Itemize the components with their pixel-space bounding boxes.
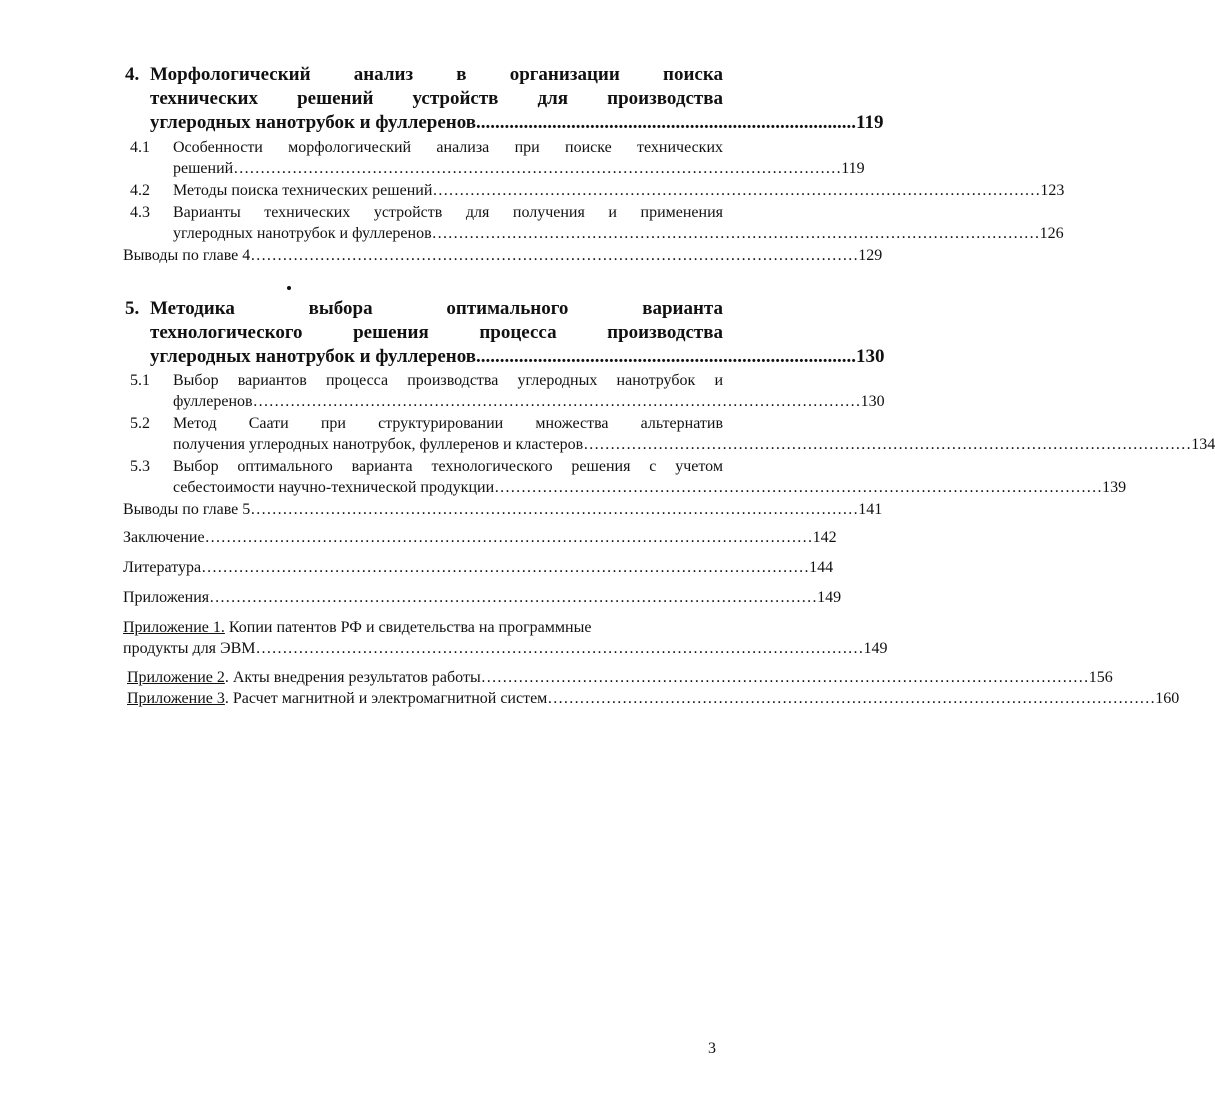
appendix-3-text: . Расчет магнитной и электромагнитной систем	[224, 690, 548, 707]
chapter-5-conclusions: Выводы по главе 5 …………………………………………………………………………………………………… 141	[123, 501, 883, 518]
toc-appendices: Приложения …………………………………………………………………………………………………… 149	[123, 589, 842, 606]
appendix-1-title: Приложение 1.	[123, 619, 225, 636]
toc-item-5-3: 5.3 Выбор оптимального варианта технологического решения с учетом себестоимости научно-технической продукции …………………………………………………………………………………………………… 139	[130, 458, 1127, 496]
chapter-5-heading: 5. Методика выбора оптимального варианта технологического решения процесса производства углеродных нанотрубок и фуллеренов ................................................................................ 130	[125, 298, 885, 367]
toc-appendix-3: Приложение 3. Расчет магнитной и электромагнитной систем …………………………………………………………………………………………………… 160	[127, 690, 1180, 707]
toc-item-page: 160	[1155, 690, 1180, 707]
toc-item-title: Выбор вариантов процесса производства углеродных нанотрубок и	[173, 372, 723, 389]
toc-item-number: 4.1	[130, 139, 150, 156]
toc-item-title: Выводы по главе 4	[123, 247, 251, 264]
toc-item-title: Особенности морфологический анализа при поиске технических	[173, 139, 723, 156]
toc-item-page: 141	[858, 501, 883, 518]
toc-item-number: 5.2	[130, 415, 150, 432]
scan-speck	[287, 286, 291, 290]
chapter-5-title-line3: углеродных нанотрубок и фуллеренов	[150, 346, 477, 367]
toc-item-5-1: 5.1 Выбор вариантов процесса производства углеродных нанотрубок и фуллеренов …………………………………………………………………………………………………… 130	[130, 372, 885, 410]
chapter-5-page: 130	[856, 346, 885, 367]
chapter-4-title-line1: Морфологический анализ в организации поиска	[150, 64, 723, 85]
toc-item-title: Методы поиска технических решений	[173, 182, 433, 199]
toc-item-page: 149	[817, 589, 842, 606]
toc-item-title-cont: себестоимости научно-технической продукции	[173, 479, 495, 496]
toc-item-number: 5.1	[130, 372, 150, 389]
toc-item-title-cont: углеродных нанотрубок и фуллеренов	[173, 225, 432, 242]
toc-item-title-cont: получения углеродных нанотрубок, фуллеренов и кластеров	[173, 436, 584, 453]
toc-item-4-3: 4.3 Варианты технических устройств для получения и применения углеродных нанотрубок и фуллеренов …………………………………………………………………………………………………… 126	[130, 204, 1064, 242]
toc-item-4-1: 4.1 Особенности морфологический анализа при поиске технических решений …………………………………………………………………………………………………… 119	[130, 139, 865, 177]
toc-item-page: 149	[863, 640, 888, 657]
toc-item-number: 4.3	[130, 204, 150, 221]
appendix-1-text: Копии патентов РФ и свидетельства на программные	[224, 619, 592, 636]
toc-item-page: 139	[1102, 479, 1127, 496]
chapter-4-number: 4.	[125, 64, 140, 85]
chapter-4-title-line3: углеродных нанотрубок и фуллеренов	[150, 112, 477, 133]
appendix-1-text-cont: продукты для ЭВМ	[123, 640, 256, 657]
toc-item-page: 156	[1088, 669, 1113, 686]
toc-conclusion: Заключение …………………………………………………………………………………………………… 142	[123, 529, 837, 546]
chapter-5-title-line2: технологического решения процесса производства	[150, 322, 723, 343]
toc-item-page: 123	[1040, 182, 1065, 199]
toc-item-title: Приложения	[123, 589, 210, 606]
toc-item-page: 134	[1191, 436, 1215, 453]
toc-appendix-2: Приложение 2. Акты внедрения результатов работы …………………………………………………………………………………………………… 156	[127, 669, 1113, 686]
toc-item-page: 142	[812, 529, 837, 546]
toc-literature: Литература …………………………………………………………………………………………………… 144	[123, 559, 834, 576]
toc-item-page: 129	[858, 247, 883, 264]
chapter-4-heading: 4. Морфологический анализ в организации поиска технических решений устройств для производства углеродных нанотрубок и фуллеренов ................................................................................ 119	[125, 64, 884, 133]
appendix-3-title: Приложение 3	[127, 690, 225, 707]
toc-item-title: Выводы по главе 5	[123, 501, 251, 518]
toc-item-title: Метод Саати при структурировании множества альтернатив	[173, 415, 723, 432]
toc-item-page: 144	[809, 559, 834, 576]
toc-item-title: Варианты технических устройств для получения и применения	[173, 204, 723, 221]
toc-item-title-cont: решений	[173, 160, 234, 177]
appendix-2-title: Приложение 2	[127, 669, 225, 686]
chapter-5-title-line1: Методика выбора оптимального варианта	[150, 298, 723, 319]
appendix-2-text: . Акты внедрения результатов работы	[224, 669, 481, 686]
chapter-4-title-line2: технических решений устройств для производства	[150, 88, 723, 109]
toc-item-title: Литература	[123, 559, 202, 576]
chapter-4-page: 119	[856, 112, 884, 133]
toc-item-5-2: 5.2 Метод Саати при структурировании множества альтернатив получения углеродных нанотрубок, фуллеренов и кластеров …………………………………………………………………………………………………… 134	[130, 415, 1215, 453]
toc-item-page: 126	[1039, 225, 1064, 242]
toc-appendix-1: Приложение 1. Копии патентов РФ и свидетельства на программные продукты для ЭВМ …………………………………………………………………………………………………… 149	[123, 619, 888, 657]
chapter-5-number: 5.	[125, 298, 140, 319]
page-number: 3	[708, 1040, 716, 1057]
toc-item-page: 130	[860, 393, 885, 410]
toc-item-number: 5.3	[130, 458, 150, 475]
toc-item-title: Заключение	[123, 529, 205, 546]
toc-item-title: Выбор оптимального варианта технологического решения с учетом	[173, 458, 723, 475]
toc-item-number: 4.2	[130, 182, 150, 199]
toc-item-title-cont: фуллеренов	[173, 393, 253, 410]
chapter-4-conclusions: Выводы по главе 4 …………………………………………………………………………………………………… 129	[123, 247, 883, 264]
toc-item-page: 119	[841, 160, 865, 177]
toc-item-4-2: 4.2 Методы поиска технических решений …………………………………………………………………………………………………… 123	[130, 182, 1065, 199]
